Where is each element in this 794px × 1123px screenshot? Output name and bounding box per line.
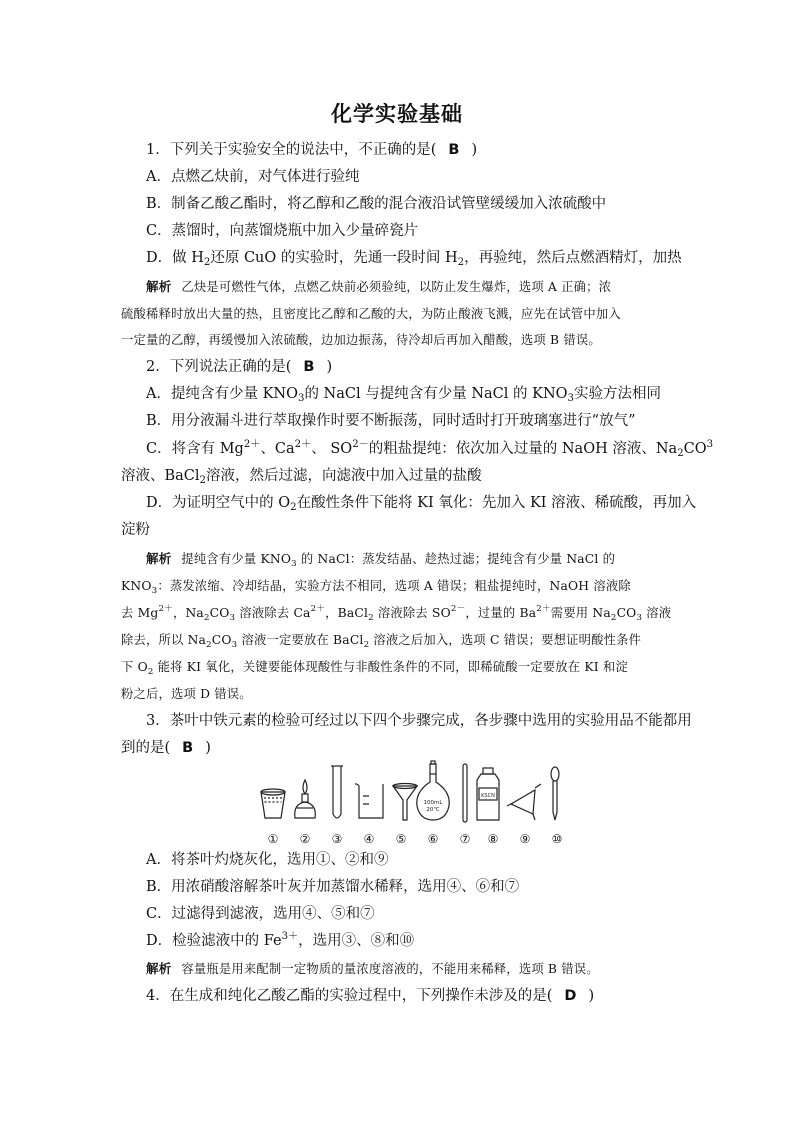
alcohol-lamp-icon — [295, 780, 316, 818]
crucible-icon — [261, 789, 285, 818]
page-title: 化学实验基础 — [331, 102, 463, 126]
figure-number-5: ⑤ — [395, 832, 407, 846]
question-1-option-b: B．制备乙酸乙酯时，将乙醇和乙酸的混合液沿试管壁缓缓加入浓硫酸中 — [146, 196, 607, 212]
flask-volume-label: 100mL — [423, 800, 443, 806]
figure-number-3: ③ — [331, 832, 343, 846]
question-3-option-c: C．过滤得到滤液，选用④、⑤和⑦ — [146, 906, 375, 922]
question-3-stem-line-2: 到的是( B ) — [121, 740, 211, 756]
question-2-explanation-line-6: 粉之后，选项 D 错误。 — [121, 687, 252, 701]
question-3-answer: B — [182, 740, 194, 756]
question-2-option-c-line-1: C．将含有 $Mg^{2+}$、$Ca^{2+}$、 $SO^{2-}$的粗盐提纯：依次加入过量的 NaOH 溶液、$Na_2CO^3$ — [146, 439, 714, 459]
question-1-option-d: D．做 $H_2$还原 CuO 的实验时，先通一段时间 $H_2$，再验纯，然后点燃酒精灯，加热 — [146, 250, 682, 268]
lab-equipment-figure — [255, 760, 565, 848]
question-2-option-a: A．提纯含有少量 $KNO_3$的 NaCl 与提纯含有少量 NaCl 的 $KNO_3$实验方法相同 — [146, 386, 661, 404]
question-1-option-a: A．点燃乙炔前，对气体进行验纯 — [146, 169, 360, 185]
question-4-answer: D — [564, 988, 577, 1004]
figure-number-1: ① — [267, 832, 279, 846]
question-1-explanation-line-3: 一定量的乙醇，再缓慢加入浓硫酸，边加边振荡，待冷却后再加入醋酸，选项 B 错误。 — [121, 333, 601, 347]
figure-number-4: ④ — [363, 832, 375, 846]
question-2-explanation-line-3: 去 $Mg^{2+}$，$Na_2CO_3$ 溶液除去 $Ca^{2+}$，BaCl$_2$ 溶液除去 $SO^{2-}$，过量的 $Ba^{2+}$需要用 $Na_2CO_3$ 溶液 — [121, 604, 672, 623]
explanation-tag: 解析 — [146, 551, 172, 566]
question-1-explanation-line-1: 解析 乙炔是可燃性气体，点燃乙炔前必须验纯，以防止发生爆炸，选项 A 正确；浓 — [146, 279, 612, 294]
clay-triangle-icon — [507, 784, 541, 820]
question-3-stem-line-1: 3．茶叶中铁元素的检验可经过以下四个步骤完成，各步骤中选用的实验用品不能都用 — [146, 713, 692, 729]
figure-number-7: ⑦ — [459, 832, 471, 846]
dropper-icon — [551, 767, 559, 820]
question-2-explanation-line-1: 解析 提纯含有少量 $KNO_3$ 的 NaCl：蒸发结晶、趁热过滤；提纯含有少量 NaCl 的 — [146, 551, 616, 569]
question-2-option-d-line-2: 淀粉 — [121, 522, 150, 538]
test-tube-icon — [331, 766, 343, 818]
funnel-icon — [393, 784, 417, 821]
question-3-option-d: D．检验滤液中的 $Fe^{3+}$，选用③、⑧和⑩ — [146, 931, 415, 949]
bottle-label: KSCN — [481, 793, 495, 799]
question-2-explanation-line-5: 下 $O_2$ 能将 KI 氧化，关键要能体现酸性与非酸性条件的不同，即稀硫酸一定要放在 KI 和淀 — [121, 660, 628, 677]
flask-temperature-label: 20℃ — [426, 807, 440, 813]
question-2-explanation-line-2: $KNO_3$：蒸发浓缩、冷却结晶，实验方法不相同，选项 A 错误；粗盐提纯时，NaOH 溶液除 — [121, 579, 631, 596]
figure-number-10: ⑩ — [551, 832, 563, 846]
question-3-option-a: A．将茶叶灼烧灰化，选用①、②和⑨ — [146, 852, 389, 868]
beaker-icon — [355, 784, 383, 818]
figure-number-6: ⑥ — [427, 832, 439, 846]
question-2-option-b: B．用分液漏斗进行萃取操作时要不断振荡，同时适时打开玻璃塞进行“放气” — [146, 413, 636, 429]
question-2-option-c-line-2: 溶液、BaCl$_2$溶液，然后过滤，向滤液中加入过量的盐酸 — [121, 468, 482, 486]
question-2-answer: B — [303, 359, 315, 375]
question-2-option-d-line-1: D．为证明空气中的 $O_2$在酸性条件下能将 KI 氧化：先加入 KI 溶液、稀硫酸，再加入 — [146, 495, 697, 513]
figure-number-9: ⑨ — [519, 832, 531, 846]
glass-rod-icon — [463, 764, 467, 822]
figure-number-8: ⑧ — [487, 832, 499, 846]
question-1-answer: B — [448, 142, 460, 158]
question-2-explanation-line-4: 除去，所以 $Na_2CO_3$ 溶液一定要放在 BaCl$_2$ 溶液之后加入，选项 C 错误；要想证明酸性条件 — [121, 633, 642, 650]
explanation-tag: 解析 — [146, 279, 172, 294]
figure-number-2: ② — [299, 832, 311, 846]
question-3-option-b: B．用浓硝酸溶解茶叶灰并加蒸馏水稀释，选用④、⑥和⑦ — [146, 879, 520, 895]
question-1-option-c: C．蒸馏时，向蒸馏烧瓶中加入少量碎瓷片 — [146, 223, 419, 239]
explanation-tag: 解析 — [146, 961, 172, 976]
lab-equipment-drawing — [255, 760, 565, 832]
question-1-explanation-line-2: 硫酸稀释时放出大量的热，且密度比乙醇和乙酸的大，为防止酸液飞溅，应先在试管中加入 — [121, 307, 621, 321]
question-2-stem: 2．下列说法正确的是( B ) — [146, 359, 333, 375]
question-4-stem: 4．在生成和纯化乙酸乙酯的实验过程中，下列操作未涉及的是( D ) — [146, 988, 595, 1004]
question-1-stem: 1．下列关于实验安全的说法中，不正确的是( B ) — [146, 142, 478, 158]
question-3-explanation: 解析 容量瓶是用来配制一定物质的量浓度溶液的，不能用来稀释，选项 B 错误。 — [146, 961, 599, 976]
